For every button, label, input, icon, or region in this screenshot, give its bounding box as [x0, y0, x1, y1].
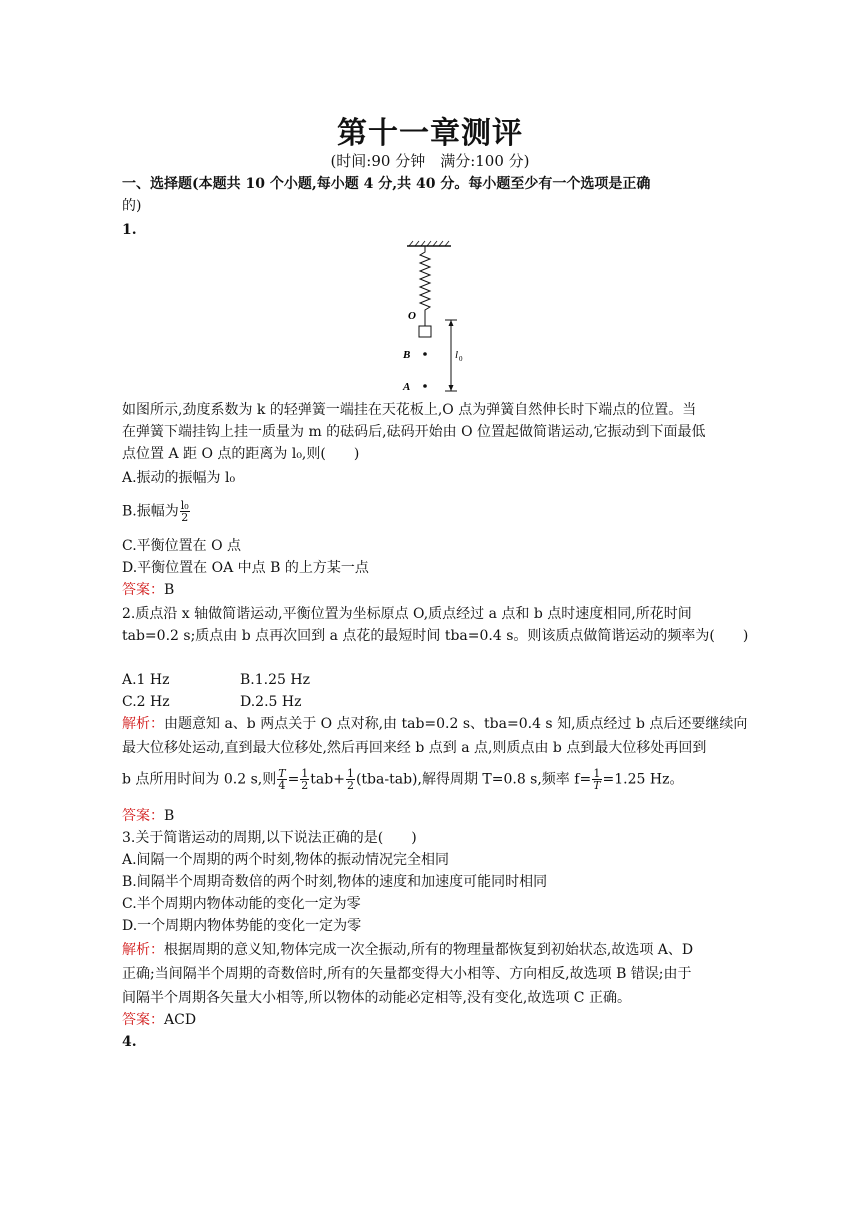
question-text: 在弹簧下端挂钩上挂一质量为 m 的砝码后,砝码开始由 O 位置起做简谐运动,它振动到下面最低 [122, 424, 706, 440]
answer [122, 580, 174, 600]
analysis-text: 正确;当间隔半个周期的奇数倍时,所有的矢量都变得大小相等、方向相反,故选项 B 错误;由于 [122, 966, 692, 982]
label-O: O [408, 310, 416, 322]
question-text: 如图所示,劲度系数为 k 的轻弹簧一端挂在天花板上,O 点为弹簧自然伸长时下端点的位置。当 [122, 402, 697, 418]
label-A: A [403, 381, 411, 393]
fraction: $\frac{\text{l₀}}{2}$ [180, 499, 189, 524]
analysis-label: 解析： [122, 942, 164, 958]
exam-info: (时间:90 分钟 满分:100 分) [330, 152, 530, 170]
analysis-text: 最大位移处运动,直到最大位移处,然后再回来经 b 点到 a 点,则质点由 b 点到最大位移处再回到 [122, 740, 707, 756]
question-text: 3.关于简谐运动的周期,以下说法正确的是( ) [122, 830, 417, 846]
option-d: D.平衡位置在 OA 中点 B 的上方某一点 [122, 560, 369, 576]
point-A [423, 384, 427, 388]
spring-diagram [395, 240, 475, 395]
option-d: D.一个周期内物体势能的变化一定为零 [122, 918, 362, 934]
question-text: 点位置 A 距 O 点的距离为 l₀,则( ) [122, 446, 360, 462]
option-c: C.半个周期内物体动能的变化一定为零 [122, 896, 361, 912]
option-c: C.平衡位置在 O 点 [122, 538, 242, 554]
answer-label: 答案： [122, 582, 164, 598]
answer-value: B [164, 808, 175, 824]
question-text: tab=0.2 s;质点由 b 点再次回到 a 点花的最短时间 tba=0.4 s。则该质点做简谐运动的频率为( ) [122, 628, 749, 644]
option-a: A.间隔一个周期的两个时刻,物体的振动情况完全相同 [122, 852, 450, 868]
option-c: C.2 Hz [122, 694, 170, 710]
question-text: 2.质点沿 x 轴做简谐运动,平衡位置为坐标原点 O,质点经过 a 点和 b 点时速度相同,所花时间 [122, 606, 692, 622]
answer-label: 答案： [122, 1012, 164, 1028]
option-a: A.振动的振幅为 l₀ [122, 470, 236, 486]
analysis-text: 间隔半个周期各矢量大小相等,所以物体的动能必定相等,没有变化,故选项 C 正确。 [122, 990, 631, 1006]
label-l0: l [455, 349, 459, 361]
option-a: A.1 Hz [122, 672, 170, 688]
question-number: 1. [122, 222, 137, 238]
section-heading-cont: 的) [122, 198, 142, 214]
option-b: B.间隔半个周期奇数倍的两个时刻,物体的速度和加速度可能同时相同 [122, 874, 548, 890]
analysis-label: 解析： [122, 716, 164, 732]
point-B [423, 352, 427, 356]
option-b: B.1.25 Hz [240, 672, 310, 688]
spring [420, 246, 430, 317]
option-b: B.振幅为 $\frac{\text{l₀}}{2}$ [122, 499, 189, 524]
label-B: B [403, 349, 411, 361]
svg-text:0: 0 [459, 355, 463, 363]
analysis-formula: b 点所用时间为 0.2 s,则 $\frac{T}{4}$ = $\frac{1}{2}$ tab+ $\frac{1}{2}$ (tba-tab),解得周期 T=0.8 s,频率 f= $\frac{1}{T}$ =1.25 Hz。 [122, 767, 684, 792]
analysis: 解析：根据周期的意义知,物体完成一次全振动,所有的物理量都恢复到初始状态,故选项 A、D [122, 942, 694, 958]
page-title: 第十一章测评 [337, 116, 523, 151]
question-number: 4. [122, 1034, 137, 1050]
analysis: 解析：由题意知 a、b 两点关于 O 点对称,由 tab=0.2 s、tba=0.4 s 知,质点经过 b 点后还要继续向 [122, 716, 748, 732]
answer-value: B [164, 582, 175, 598]
weight-block [419, 326, 431, 337]
option-d: D.2.5 Hz [240, 694, 302, 710]
section-heading: 一、选择题(本题共 10 个小题,每小题 4 分,共 40 分。每小题至少有一个选项是正确 [122, 176, 651, 192]
answer-value: ACD [164, 1012, 197, 1028]
answer [122, 806, 174, 826]
answer-label: 答案： [122, 808, 164, 824]
answer [122, 1010, 196, 1030]
